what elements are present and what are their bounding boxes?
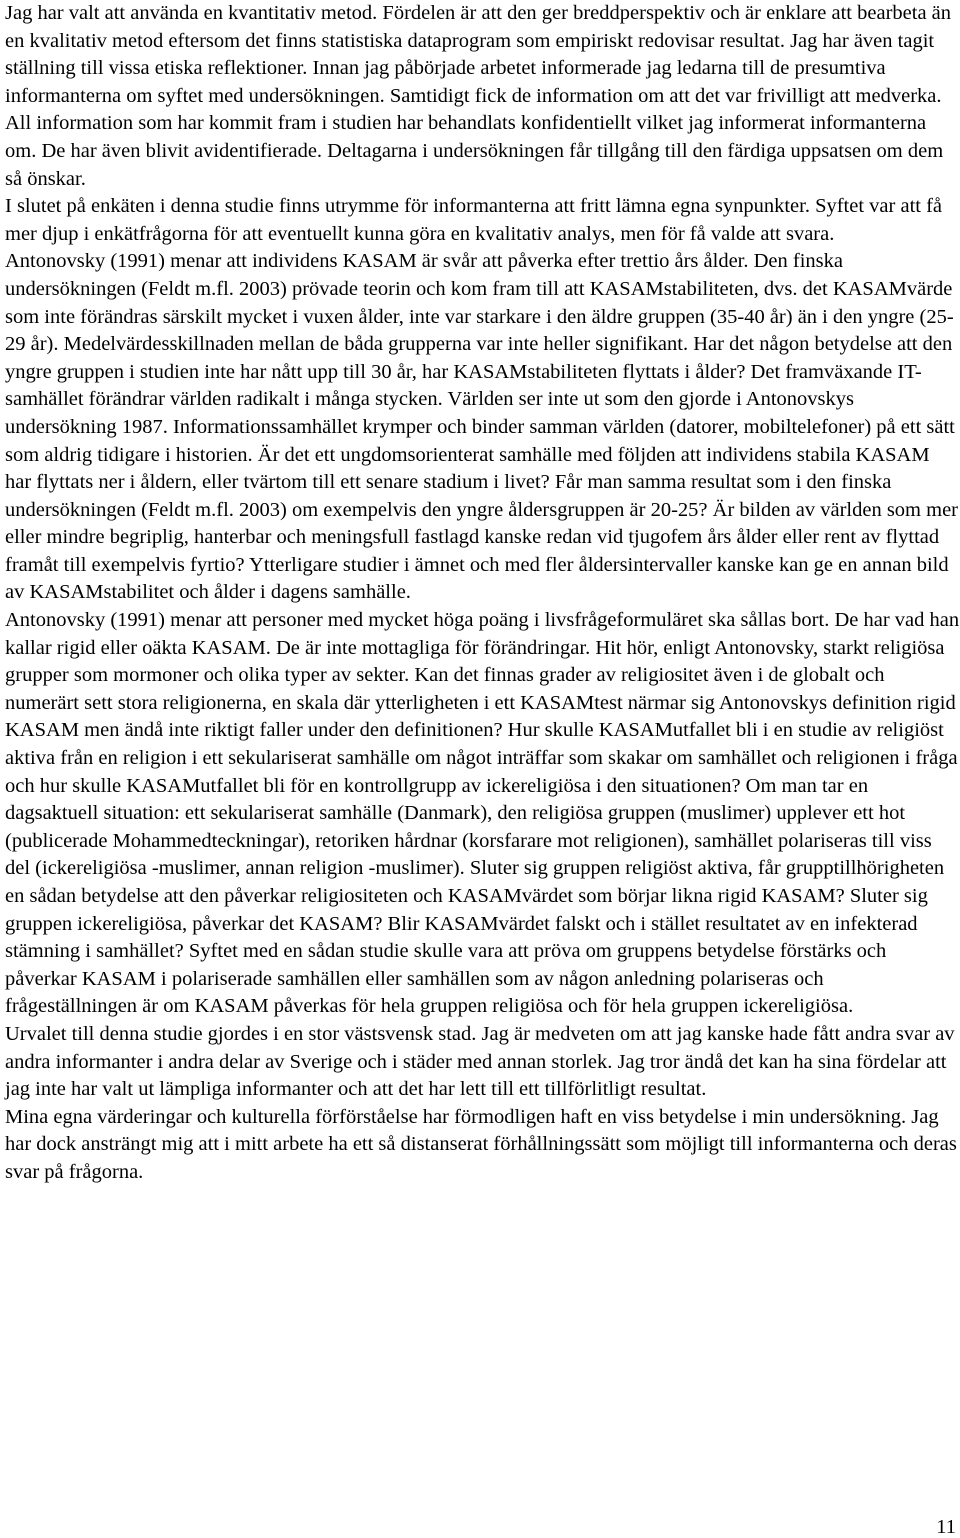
page-number: 11 xyxy=(936,1516,956,1538)
paragraph-own-values: Mina egna värderingar och kulturella förförståelse har förmodligen haft en viss betydelse i min undersökning. Jag har dock ansträngt mig att i mitt arbete ha ett så distanserat förhållningssätt som möjligt till informanterna och deras svar på frågorna. xyxy=(5,1105,957,1183)
paragraph-kasam-age: Antonovsky (1991) menar att individens KASAM är svår att påverka efter trettio års ålder. Den finska undersökningen (Feldt m.fl. 2003) prövade teorin och kom fram till att KASAMstabiliteten, dvs. det KASAMvärde som inte förändras särskilt mycket i vuxen ålder, inte var starkare i den äldre gruppen (35-40 år) än i den yngre (25-29 år). Medelvärdesskillnaden mellan de båda grupperna var inte heller signifikant. Har det någon betydelse att den yngre gruppen i studien inte har nått upp till 30 år, har KASAMstabiliteten flyttats i ålder? Det framväxande IT-samhället förändrar världen radikalt i många stycken. Världen ser inte ut som den gjorde i Antonovskys undersökning 1987. Informationssamhället krymper och binder samman världen (datorer, mobiltelefoner) på ett sätt som aldrig tidigare i historien. Är det ett ungdomsorienterat samhälle med följden att individens stabila KASAM har flyttats ner i åldern, eller tvärtom till ett senare stadium i livet? Får man samma resultat som i den finska undersökningen (Feldt m.fl. 2003) om exempelvis den yngre åldersgruppen är 20-25? Är bilden av världen som mer eller mindre begriplig, hanterbar och meningsfull fastlagd kanske redan vid tjugofem års ålder eller rent av flyttad framåt till exempelvis fyrtio? Ytterligare studier i ämnet och med fler åldersintervaller kanske kan ge en annan bild av KASAMstabilitet och ålder i dagens samhälle. xyxy=(5,250,958,604)
paragraph-kasam-religion: Antonovsky (1991) menar att personer med mycket höga poäng i livsfrågeformuläret ska sållas bort. De har vad han kallar rigid eller oäkta KASAM. De är inte mottagliga för förändringar. Hit hör, enligt Antonovsky, starkt religiösa grupper som mormoner och olika typer av sekter. Kan det finnas grader av religiositet även i de globalt och numerärt sett stora religionerna, en skala där ytterligheten i ett KASAMtest närmar sig Antonovskys definition rigid KASAM men ändå inte riktigt faller under den definitionen? Hur skulle KASAMutfallet bli i en studie av religiöst aktiva från en religion i ett sekulariserat samhälle om något inträffar som skakar om samhället och religionen i fråga och hur skulle KASAMutfallet bli för en kontrollgrupp av ickereligiösa i den situationen? Om man tar en dagsaktuell situation: ett sekulariserat samhälle (Danmark), den religiösa gruppen (muslimer) upplever ett hot (publicerade Mohammedteckningar), retoriken hårdnar (korsfarare mot religionen), samhället polariseras till viss del (ickereligiösa -muslimer, annan religion -muslimer). Sluter sig gruppen religiöst aktiva, får grupptillhörigheten en sådan betydelse att den påverkar religiositeten och KASAMvärdet som börjar likna rigid KASAM? Sluter sig gruppen ickereligiösa, påverkar det KASAM? Blir KASAMvärdet falskt och i stället resultatet av en infekterad stämning i samhället? Syftet med en sådan studie skulle vara att pröva om gruppens betydelse förstärks och påverkar KASAM i polariserade samhällen eller samhällen som av någon anledning polariseras och frågeställningen är om KASAM påverkas för hela gruppen religiösa och för hela gruppen ickereligiösa. xyxy=(5,609,960,1018)
paragraph-sample-selection: Urvalet till denna studie gjordes i en stor västsvensk stad. Jag är medveten om att jag kanske hade fått andra svar av andra informanter i andra delar av Sverige och i städer med annan storlek. Jag tror ändå det kan ha sina fördelar att jag inte har valt ut lämpliga informanter och att det har lett till ett tillförlitligt resultat. xyxy=(5,1022,955,1101)
document-page xyxy=(5,0,960,1187)
paragraph-survey-comments: I slutet på enkäten i denna studie finns utrymme för informanterna att fritt lämna egna synpunkter. Syftet var att få mer djup i enkätfrågorna för att eventuellt kunna göra en kvalitativ analys, men för få valde att svara. xyxy=(5,195,943,245)
paragraph-method: Jag har valt att använda en kvantitativ metod. Fördelen är att den ger breddperspektiv och är enklare att bearbeta än en kvalitativ metod eftersom det finns statistiska dataprogram som empiriskt redovisar resultat. Jag har även tagit ställning till vissa etiska reflektioner. Innan jag påbörjade arbetet informerade jag ledarna till de presumtiva informanterna om syftet med undersökningen. Samtidigt fick de information om att det var frivilligt att medverka. All information som har kommit fram i studien har behandlats konfidentiellt vilket jag informerat informanterna om. De har även blivit avidentifierade. Deltagarna i undersökningen får tillgång till den färdiga uppsatsen om dem så önskar. xyxy=(5,2,952,190)
